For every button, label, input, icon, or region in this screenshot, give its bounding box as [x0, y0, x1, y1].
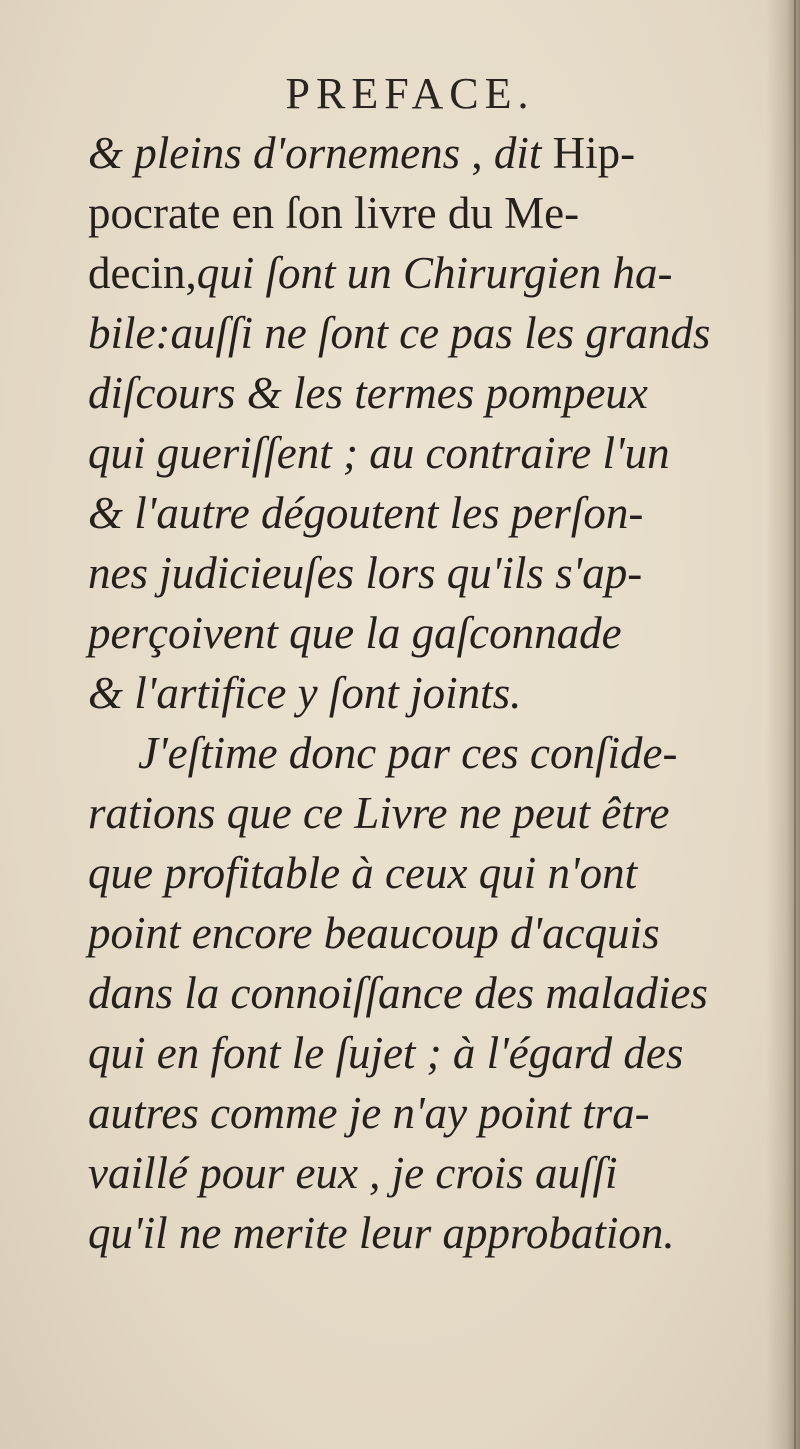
text-line [88, 723, 748, 783]
text-run: qui ſont un Chirurgien ha- [196, 248, 673, 298]
text-line [88, 603, 748, 663]
page-gutter-edge [794, 0, 796, 1449]
text-run: nes judicieuſes lors qu'ils s'ap- [88, 548, 643, 598]
text-run: qu'il ne merite leur approbation. [88, 1208, 675, 1258]
text-run: & l'autre dégoutent les perſon- [88, 488, 644, 538]
text-run: diſcours & les termes pompeux [88, 368, 648, 418]
text-line [88, 843, 748, 903]
text-run: , [460, 128, 494, 178]
text-line [88, 363, 748, 423]
text-line [88, 1083, 748, 1143]
text-line [88, 243, 748, 303]
body-text [88, 123, 748, 1263]
text-line [88, 783, 748, 843]
text-line [88, 123, 748, 183]
text-run: pocrate en ſon livre du Me- [88, 188, 580, 238]
text-run: dans la connoiſſance des maladies [88, 968, 708, 1018]
text-run: que profitable à ceux qui n'ont [88, 848, 638, 898]
running-header: PREFACE. [285, 69, 535, 118]
text-run: & l'artifice y ſont joints. [88, 668, 522, 718]
text-line [88, 903, 748, 963]
text-line [88, 423, 748, 483]
text-run: dit [493, 128, 542, 178]
text-line [88, 1203, 748, 1263]
text-line [88, 543, 748, 603]
text-run: perçoivent que la gaſconnade [88, 608, 622, 658]
text-line [88, 1023, 748, 1083]
text-run: bile:auſſi ne ſont ce pas les grands [88, 308, 711, 358]
text-run: & pleins d'ornemens [88, 128, 461, 178]
text-run: vaillé pour eux , je crois auſſi [88, 1148, 618, 1198]
text-line [88, 1143, 748, 1203]
text-run: qui gueriſſent ; au contraire l'un [88, 428, 670, 478]
text-run: autres comme je n'ay point tra- [88, 1088, 650, 1138]
text-run: qui en font le ſujet ; à l'égard des [88, 1028, 684, 1078]
text-line [88, 483, 748, 543]
text-line [88, 183, 748, 243]
text-line [88, 963, 748, 1023]
text-run: point encore beaucoup d'acquis [88, 908, 660, 958]
text-run: J'eſtime donc par ces conſide- [138, 728, 678, 778]
text-run: decin, [88, 248, 197, 298]
text-run: Hip- [541, 128, 636, 178]
text-line [88, 663, 748, 723]
text-line [88, 303, 748, 363]
text-run: rations que ce Livre ne peut être [88, 788, 670, 838]
